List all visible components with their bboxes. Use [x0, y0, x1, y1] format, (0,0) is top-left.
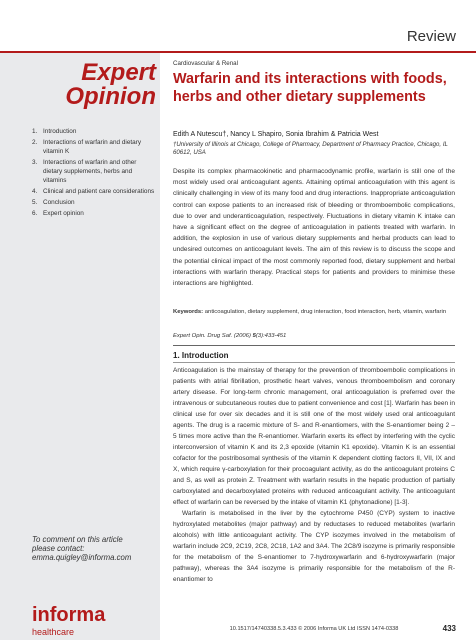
article-authors: Edith A Nutescu†, Nancy L Shapiro, Sonia Ibrahim & Patricia West [173, 131, 379, 138]
toc-item[interactable]: 5. Conclusion [32, 199, 75, 206]
footer-doi: 10.1517/14740338.5.3.433 © 2006 Informa UK Ltd ISSN 1474-0338 [229, 626, 399, 632]
journal-logo [28, 61, 156, 109]
toc-item[interactable]: 4. Clinical and patient care considerations [32, 188, 155, 195]
toc-item[interactable]: 6. Expert opinion [32, 210, 84, 217]
section-heading: 1. Introduction [173, 351, 229, 360]
article-title: Warfarin and its interactions with foods, herbs and other dietary supplements [173, 71, 447, 105]
toc-item[interactable]: 2. Interactions of warfarin and dietary vitamin K [32, 139, 142, 155]
article-category: Cardiovascular & Renal [173, 60, 238, 67]
publisher-subtitle: healthcare [32, 627, 75, 637]
toc-item[interactable]: 3. Interactions of warfarin and other dietary supplements, herbs and vitamins [32, 159, 137, 184]
paragraph: Warfarin is metabolised in the liver by the cytochrome P450 (CYP) system to inactive hydroxylated metabolites (major pathway) and by reductases to reduced metabolites (warfarin alcohols) with little anticoagulant activity. The CYP isozymes involved in the metabolism of warfarin include 2C9, 2C19, 2C8, 2C18, 1A2 and 3A4. The 2C8/9 isozyme is primarily responsible for the metabolism of the S-enantiomer to 7-hydroxywarfarin and 6-hydroxywarfarin (major pathway), whereas the 3A4 isozyme is primarily responsible for the metabolism of the R-enantiomer to [173, 510, 455, 583]
table-of-contents [32, 127, 156, 220]
keywords: Keywords: anticoagulation, dietary supplement, drug interaction, food interaction, herb, vitamin, warfarin [173, 309, 447, 315]
divider [173, 362, 455, 363]
section-label-review: Review [406, 28, 456, 45]
publisher-logo: informa [32, 604, 106, 626]
contact-email-link[interactable]: emma.quigley@informa.com [32, 553, 132, 563]
page-header [0, 0, 476, 56]
body-text [173, 365, 455, 585]
toc-item[interactable]: 1. Introduction [32, 128, 77, 135]
abstract: Despite its complex pharmacokinetic and pharmacodynamic profile, warfarin is still one of the most widely used oral anticoagulant agents. Attaining optimal anticoagulation with this agent is clinically challenging in view of its many food and drug interactions. Inappropriate anticoagulation control can expose patients to an increased risk of bleeding or thromboembolic complications, due to over and underanticoagulation, respectively. Fluctuations in dietary vitamin K intake can have a significant effect on the degree of anticoagulation in patients treated with warfarin. In addition, the explosion in use of various dietary supplements and herbal products can lead to undesired outcomes on anticoagulant levels. The aim of this review is to discuss the scope and the potential clinical impact of the most commonly reported food, dietary supplement and herbal interactions with warfarin therapy. Practical steps for patients and providers to minimise these interactions are highlighted. [173, 168, 455, 288]
contact-note: To comment on this article please contact: emma.quigley@informa.com [32, 535, 156, 563]
author-affiliation: †University of Illinois at Chicago, College of Pharmacy, Department of Pharmacy Practice, Chicago, IL 60612, USA [173, 141, 448, 157]
sidebar [0, 53, 160, 640]
divider [173, 345, 455, 346]
paragraph: Anticoagulation is the mainstay of therapy for the prevention of thromboembolic complications in patients with atrial fibrillation, prosthetic heart valves, venous thromboembolism and coronary artery disease. For long-term chronic management, oral anticoagulation is preferred over the intravenous or subcutaneous routes due to patient convenience and cost [1]. Warfarin has been in clinical use for over six decades and it is still one of the most widely used oral anticoagulant agents. The drug is a racemic mixture of S- and R-enantiomers, with the S-enantiomer being 2 – 5 times more active than the R-enantiomer. Warfarin exerts its effect by interfering with the cyclic interconversion of vitamin K and its 2,3 epoxide (vitamin K1 epoxide). Vitamin K is an essential cofactor for the postribosomal synthesis of the vitamin K dependent clotting factors II, VII, IX and X, which require γ-carboxylation for their procoagulant activity, as do the anticoagulant proteins C and S, as well as protein Z. Treatment with warfarin results in the hepatic production of partially carboxylated and decarboxylated proteins with reduced anticoagulant activity. The anticoagulant effect of warfarin can be reversed by the intake of vitamin K1 (phytonadione) [1-3]. [173, 367, 455, 506]
logo-line-expert: Expert [81, 59, 156, 86]
citation: Expert Opin. Drug Saf. (2006) 5(3):433-451 [173, 333, 287, 339]
page-number: 433 [442, 624, 456, 633]
logo-line-opinion: Opinion [65, 83, 156, 110]
